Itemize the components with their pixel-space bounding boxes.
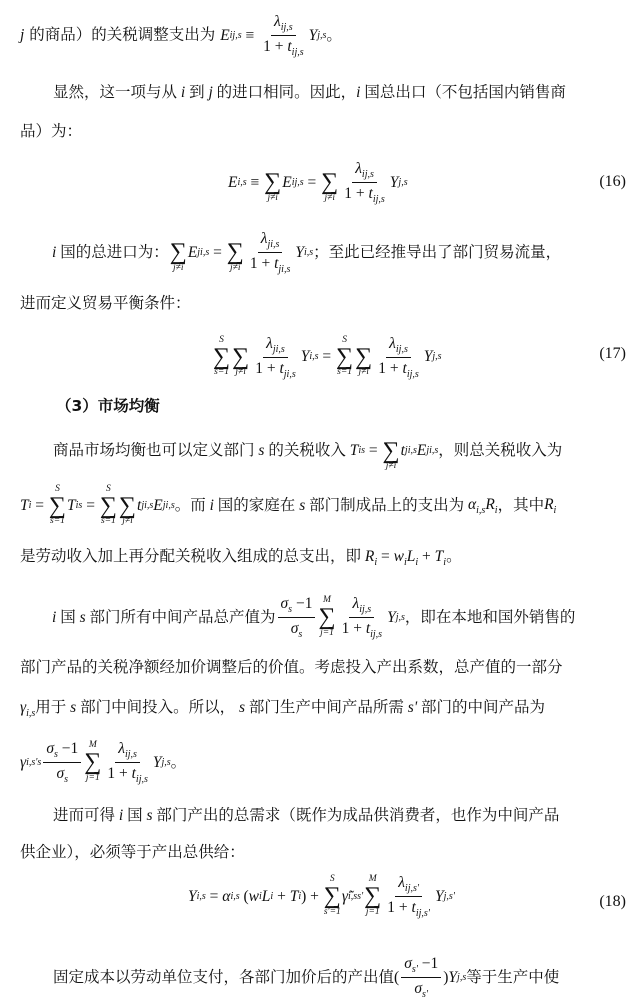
text-fragment: ，则总关税收入为	[438, 441, 563, 460]
text-fragment: 国总出口（不包括国内销售商	[364, 83, 566, 101]
paragraph-line-3: 品）为：	[20, 122, 83, 140]
text-fragment: 部门的中间产品为	[421, 698, 546, 716]
paragraph-line-imports: i 国的总进口为： ∑ j≠i E ji,s = ∑ j≠i $\frac{\lambda_{ji,s}}{1 + t_{ji,s}}$ Y i,s ；至此已经推导出了部门贸易流量，	[52, 230, 562, 275]
text-fragment: 部门产出的总需求（既作为成品供消费者，也作为中间产品	[156, 806, 560, 824]
equation-inline-E: E ij,s ≡ $\frac{\lambda_{ij,s}}{1 + t_{ij,s}}$ Y j,s 。	[220, 13, 342, 58]
text-fragment: ，其中	[497, 496, 545, 515]
paragraph-line-last: 固定成本以劳动单位支付，各部门加价后的产出值 ( $\frac{\sigma_{s'} -1}{\sigma_{s'}}$ ) Y j,s 等于生产中使	[53, 955, 560, 1000]
text-fragment: 固定成本以劳动单位支付，各部门加价后的产出值	[53, 967, 395, 986]
text-fragment: 等于生产中使	[466, 967, 560, 986]
text-fragment: 进而可得	[53, 806, 116, 824]
paragraph-line-demand: 进而可得 i 国 s 部门产出的总需求（既作为成品供消费者，也作为中间产品	[53, 806, 560, 824]
paragraph-line-gamma: $\gamma_{i,s}$用于 s 部门中间投入。所以， s 部门生产中间产品所需 s' 部门的中间产品为	[20, 698, 546, 719]
text-fragment: 部门中间投入。所以，	[80, 698, 236, 716]
text-fragment: 国的家庭在	[217, 496, 296, 515]
paragraph-line-intermediate: i 国 s 部门所有中间产品总产值为 $\frac{\sigma_s -1}{\sigma_s}$ M ∑ j=1 $\frac{\lambda_{ij,s}}{1 + t_{ij,s}}$ Y j,s ，即在本地和国外销售的	[52, 595, 576, 640]
text-fragment: 部门生产中间产品所需	[248, 698, 404, 716]
equation-16: E i,s ≡ ∑ j≠i E ij,s = ∑ j≠i $\frac{\lambda_{ij,s}}{1 + t_{ij,s}}$ Y j,s	[228, 160, 408, 205]
equation-17: S ∑ s=1 ∑ j≠i $\frac{\lambda_{ji,s}}{1 + t_{ji,s}}$ Y i,s = S ∑ s=1 ∑ j≠i $\frac{\lambda_{ij,s}}{1 + t_{ij,s}}$ Y j,s	[213, 334, 442, 380]
text-fragment: 的进口相同。因此，	[216, 83, 357, 101]
equation-number-18: (18)	[599, 893, 626, 910]
text-fragment: ；至此已经推导出了部门贸易流量，	[313, 242, 562, 261]
text-fragment: 。	[170, 753, 187, 771]
text-fragment: 国	[60, 607, 76, 626]
text-fragment: 的关税收入	[268, 441, 346, 460]
text-fragment: 。而	[174, 496, 206, 515]
section-title: （3）市场均衡	[56, 397, 160, 415]
text-fragment: 。	[446, 547, 462, 565]
text-fragment: 商品市场均衡也可以定义部门	[53, 441, 255, 460]
paragraph-line-gamma-formula: γ i,s's $\frac{\sigma_s -1}{\sigma_s}$ M ∑ j=1 $\frac{\lambda_{ij,s}}{1 + t_{ij,s}}$ Y j,s 。	[20, 740, 187, 785]
text-fragment: 用于	[35, 698, 67, 716]
paragraph-line-1	[20, 13, 342, 58]
equation-18: Y i,s = α i,s ( w i L i + T i ) + S ∑ s'=1 γ̃ i,ss' M ∑ j=1 $\frac{\lambda_{ij,s'}}{1 + t_{ij,s'}}$ Y j,s'	[188, 874, 455, 919]
paragraph-line-expenditure: 是劳动收入加上再分配关税收入组成的总支出，即 $R_i = w_iL_i + T_i$。	[20, 547, 462, 568]
paragraph-line-supply: 供企业），必须等于产出总供给：	[20, 843, 245, 861]
text-fragment: 国	[127, 806, 143, 824]
text-fragment: 显然，这一项与从	[53, 83, 178, 101]
text-fragment: 部门所有中间产品总产值为	[89, 607, 276, 626]
text-fragment: 到	[189, 83, 205, 101]
text-fragment: ，即在本地和国外销售的	[404, 607, 576, 626]
text-fragment: 国的总进口为：	[60, 242, 169, 261]
paragraph-line-total-tariff: T i = S ∑ s=1 T is = S ∑ s=1 ∑ j≠i t ji,s E ji,s 。而 i 国的家庭在 s 部门制成品上的支出为 $\alpha_{i,s}R_i$ ，其中 $R_i$	[20, 484, 557, 527]
text-fragment: 是劳动收入加上再分配关税收入组成的总支出，即	[20, 547, 362, 565]
text-j: j	[20, 26, 25, 44]
text-fragment: 部门制成品上的支出为	[309, 496, 465, 515]
paragraph-line-2: 显然，这一项与从 i 到 j 的进口相同。因此，i 国总出口（不包括国内销售商	[53, 83, 566, 101]
equation-number-17: (17)	[599, 345, 626, 362]
paragraph-line-tariff: 商品市场均衡也可以定义部门 s 的关税收入 T is = ∑ j≠i t ji,s E ji,s ，则总关税收入为	[53, 437, 563, 472]
paragraph-line-value: 部门产品的关税净额经加价调整后的价值。考虑投入产出系数，总产值的一部分	[20, 658, 563, 676]
text-fragment: 的商品）的关税调整支出为	[24, 25, 216, 44]
equation-number-16: (16)	[599, 173, 626, 190]
paragraph-line-trade-balance: 进而定义贸易平衡条件：	[20, 294, 191, 312]
